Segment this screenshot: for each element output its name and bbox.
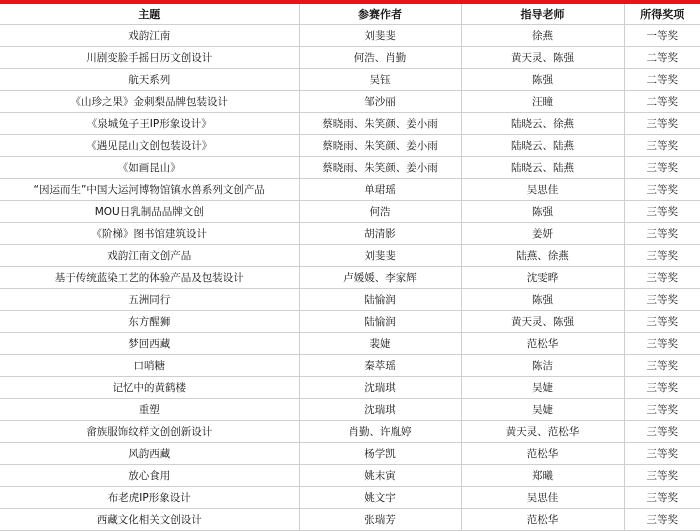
- cell-theme: 《如画昆山》: [0, 157, 299, 179]
- cell-author: 胡清影: [299, 223, 461, 245]
- table-row: [0, 223, 700, 245]
- cell-advisor: 郑曦: [461, 465, 624, 487]
- header-theme: 主题: [0, 4, 299, 25]
- table-row: [0, 25, 700, 47]
- cell-theme: 基于传统蓝染工艺的体验产品及包装设计: [0, 267, 299, 289]
- table-row: [0, 47, 700, 69]
- table-body: [0, 25, 700, 531]
- cell-award: 三等奖: [624, 135, 700, 157]
- cell-advisor: 吴思佳: [461, 487, 624, 509]
- table-row: [0, 509, 700, 531]
- cell-award: 三等奖: [624, 443, 700, 465]
- cell-award: 一等奖: [624, 25, 700, 47]
- cell-theme: 布老虎IP形象设计: [0, 487, 299, 509]
- header-award: 所得奖项: [624, 4, 700, 25]
- cell-advisor: 汪瞳: [461, 91, 624, 113]
- cell-advisor: 吴婕: [461, 377, 624, 399]
- cell-advisor: 陈强: [461, 289, 624, 311]
- table-row: [0, 91, 700, 113]
- cell-theme: 重塑: [0, 399, 299, 421]
- cell-author: 杨学凯: [299, 443, 461, 465]
- cell-author: 沈瑞琪: [299, 399, 461, 421]
- cell-advisor: 陆晓云、陆燕: [461, 157, 624, 179]
- header-row: [0, 4, 700, 25]
- cell-award: 三等奖: [624, 267, 700, 289]
- cell-advisor: 范松华: [461, 509, 624, 531]
- cell-theme: 口哨糖: [0, 355, 299, 377]
- cell-theme: 西藏文化相关文创设计: [0, 509, 299, 531]
- cell-advisor: 范松华: [461, 333, 624, 355]
- table-row: [0, 245, 700, 267]
- table-row: [0, 201, 700, 223]
- table-row: [0, 135, 700, 157]
- cell-author: 何浩: [299, 201, 461, 223]
- header-advisor: 指导老师: [461, 4, 624, 25]
- table-row: [0, 355, 700, 377]
- cell-advisor: 黄天灵、陈强: [461, 47, 624, 69]
- cell-award: 三等奖: [624, 355, 700, 377]
- cell-author: 张瑞芳: [299, 509, 461, 531]
- header-author: 参赛作者: [299, 4, 461, 25]
- table-row: [0, 311, 700, 333]
- cell-advisor: 黄天灵、陈强: [461, 311, 624, 333]
- cell-author: 陆愉润: [299, 311, 461, 333]
- awards-table: [0, 4, 700, 531]
- cell-theme: 航天系列: [0, 69, 299, 91]
- cell-theme: 川剧变脸手摇日历文创设计: [0, 47, 299, 69]
- cell-advisor: 陈强: [461, 201, 624, 223]
- cell-award: 三等奖: [624, 333, 700, 355]
- cell-author: 刘斐斐: [299, 25, 461, 47]
- cell-author: 刘斐斐: [299, 245, 461, 267]
- cell-advisor: 陈强: [461, 69, 624, 91]
- cell-author: 蔡晓雨、朱笑颜、姜小雨: [299, 157, 461, 179]
- cell-advisor: 徐燕: [461, 25, 624, 47]
- cell-award: 三等奖: [624, 113, 700, 135]
- cell-theme: “因运而生”中国大运河博物馆镇水兽系列文创产品: [0, 179, 299, 201]
- cell-advisor: 陆晓云、陆燕: [461, 135, 624, 157]
- cell-award: 三等奖: [624, 465, 700, 487]
- cell-author: 姚末寅: [299, 465, 461, 487]
- cell-theme: 五洲同行: [0, 289, 299, 311]
- table-row: [0, 487, 700, 509]
- table-row: [0, 69, 700, 91]
- table-row: [0, 179, 700, 201]
- cell-award: 三等奖: [624, 201, 700, 223]
- cell-author: 裴婕: [299, 333, 461, 355]
- table-row: [0, 289, 700, 311]
- cell-theme: 戏韵江南: [0, 25, 299, 47]
- cell-theme: 《遇见昆山文创包装设计》: [0, 135, 299, 157]
- cell-author: 沈瑞琪: [299, 377, 461, 399]
- cell-advisor: 范松华: [461, 443, 624, 465]
- cell-award: 三等奖: [624, 509, 700, 531]
- table-row: [0, 113, 700, 135]
- cell-author: 蔡晓雨、朱笑颜、姜小雨: [299, 135, 461, 157]
- cell-award: 三等奖: [624, 311, 700, 333]
- cell-theme: 戏韵江南文创产品: [0, 245, 299, 267]
- table-row: [0, 443, 700, 465]
- table-row: [0, 399, 700, 421]
- cell-award: 三等奖: [624, 245, 700, 267]
- cell-award: 三等奖: [624, 179, 700, 201]
- cell-author: 卢媛媛、李家辉: [299, 267, 461, 289]
- table-row: [0, 157, 700, 179]
- cell-author: 单珺瑶: [299, 179, 461, 201]
- cell-author: 陆愉润: [299, 289, 461, 311]
- table-row: [0, 267, 700, 289]
- cell-award: 三等奖: [624, 421, 700, 443]
- cell-advisor: 吴婕: [461, 399, 624, 421]
- cell-author: 秦萃瑶: [299, 355, 461, 377]
- cell-author: 吴钰: [299, 69, 461, 91]
- cell-theme: 《阶梯》图书馆建筑设计: [0, 223, 299, 245]
- cell-award: 三等奖: [624, 487, 700, 509]
- cell-theme: 畲族服饰纹样文创创新设计: [0, 421, 299, 443]
- cell-award: 三等奖: [624, 157, 700, 179]
- table-row: [0, 333, 700, 355]
- cell-theme: 放心食用: [0, 465, 299, 487]
- cell-author: 姚文宇: [299, 487, 461, 509]
- cell-author: 肖勤、许胤婷: [299, 421, 461, 443]
- cell-author: 何浩、肖勤: [299, 47, 461, 69]
- cell-award: 三等奖: [624, 399, 700, 421]
- cell-theme: MOU日乳制品品牌文创: [0, 201, 299, 223]
- cell-award: 二等奖: [624, 69, 700, 91]
- cell-advisor: 姜妍: [461, 223, 624, 245]
- cell-award: 二等奖: [624, 47, 700, 69]
- cell-theme: 记忆中的黄鹤楼: [0, 377, 299, 399]
- cell-award: 三等奖: [624, 289, 700, 311]
- cell-author: 邹沙丽: [299, 91, 461, 113]
- table-row: [0, 377, 700, 399]
- cell-award: 二等奖: [624, 91, 700, 113]
- cell-advisor: 吴思佳: [461, 179, 624, 201]
- cell-theme: 梦回西藏: [0, 333, 299, 355]
- cell-advisor: 黄天灵、范松华: [461, 421, 624, 443]
- cell-advisor: 陈洁: [461, 355, 624, 377]
- cell-advisor: 沈雯晔: [461, 267, 624, 289]
- cell-advisor: 陆晓云、徐燕: [461, 113, 624, 135]
- cell-theme: 《泉城兔子王IP形象设计》: [0, 113, 299, 135]
- table-row: [0, 465, 700, 487]
- table-row: [0, 421, 700, 443]
- cell-author: 蔡晓雨、朱笑颜、姜小雨: [299, 113, 461, 135]
- cell-award: 三等奖: [624, 223, 700, 245]
- cell-theme: 东方醒狮: [0, 311, 299, 333]
- cell-theme: 风韵西藏: [0, 443, 299, 465]
- cell-theme: 《山珍之果》金刺梨品牌包装设计: [0, 91, 299, 113]
- cell-advisor: 陆燕、徐燕: [461, 245, 624, 267]
- cell-award: 三等奖: [624, 377, 700, 399]
